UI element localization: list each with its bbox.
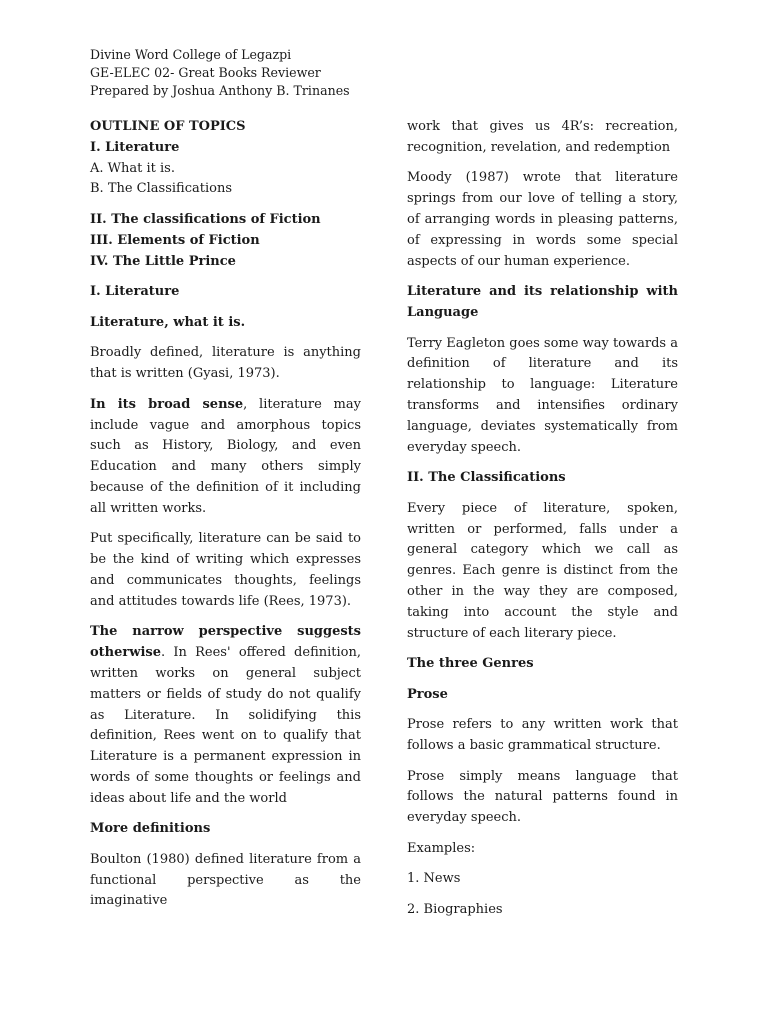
subheading-language: Literature and its relationship with Language [407, 284, 678, 320]
paragraph-4rs: work that gives us 4R’s: recreation, recognition, revelation, and redemption [407, 119, 678, 155]
document-header [90, 46, 350, 100]
subheading-more-definitions: More definitions [90, 821, 211, 837]
narrow-text: . In Rees' offered definition, written works on general subject matters or fields of study do not qualify as Literature. In solidifying this definition, Rees went on to qualify that Literature is a permanent expression in words of some thoughts or feelings and ideas about life and the world [90, 645, 361, 806]
subheading-three-genres: The three Genres [407, 656, 534, 672]
outline-item-elements: III. Elements of Fiction [90, 232, 260, 248]
outline-subitem-classifications: B. The Classifications [90, 181, 232, 197]
paragraph-broadly-defined: Broadly defined, literature is anything that is written (Gyasi, 1973). [90, 345, 361, 382]
broad-sense-lead: In its broad sense [90, 396, 244, 412]
outline-item-literature: I. Literature [90, 139, 180, 155]
author-line: Prepared by Joshua Anthony B. Trinanes [90, 83, 350, 98]
outline-item-little-prince: IV. The Little Prince [90, 253, 236, 269]
paragraph-narrow-perspective [90, 622, 361, 809]
paragraph-moody: Moody (1987) wrote that literature springs from our love of telling a story, of arranging words in pleasing patterns, of expressing in words some special aspects of our human experience. [407, 170, 678, 269]
paragraph-prose-simply: Prose simply means language that follows the natural patterns found in everyday speech. [407, 768, 678, 826]
subheading-what-it-is: Literature, what it is. [90, 314, 246, 330]
right-column [407, 117, 678, 931]
paragraph-broad-sense [90, 395, 361, 520]
paragraph-eagleton: Terry Eagleton goes some way towards a definition of literature and its relationship to language: Literature transforms and intensifies ordinary language, deviates systematically from everyday speech. [407, 335, 678, 455]
course-title: GE-ELEC 02- Great Books Reviewer [90, 65, 321, 80]
paragraph-prose-definition: Prose refers to any written work that follows a basic grammatical structure. [407, 717, 678, 754]
paragraph-every-piece: Every piece of literature, spoken, written or performed, falls under a general category which we call as genres. Each genre is distinct from the other in the way they are composed, taking into account the style and structure of each literary piece. [407, 500, 678, 641]
outline-subitem-what: A. What it is. [90, 160, 175, 176]
outline-title: OUTLINE OF TOPICS [90, 119, 246, 134]
section-heading-classifications: II. The Classifications [407, 470, 566, 486]
example-news: 1. News [407, 871, 461, 887]
paragraph-boulton: Boulton (1980) defined literature from a functional perspective as the imaginative [90, 851, 361, 909]
left-column [90, 117, 361, 922]
narrow-lead: The narrow perspective suggests otherwise [90, 624, 361, 661]
school-name: Divine Word College of Legazpi [90, 47, 292, 62]
broad-sense-text: , literature may include vague and amorphous topics such as History, Biology, and even Education and many others simply because of the definition of it including all written works. [90, 396, 361, 516]
examples-label: Examples: [407, 840, 476, 856]
example-biographies: 2. Biographies [407, 902, 503, 918]
paragraph-put-specifically: Put specifically, literature can be said to be the kind of writing which expresses and communicates thoughts, feelings and attitudes towards life (Rees, 1973). [90, 531, 361, 609]
subheading-prose: Prose [407, 686, 448, 702]
outline-item-fiction-classes: II. The classifications of Fiction [90, 211, 321, 227]
section-heading-literature: I. Literature [90, 284, 180, 300]
